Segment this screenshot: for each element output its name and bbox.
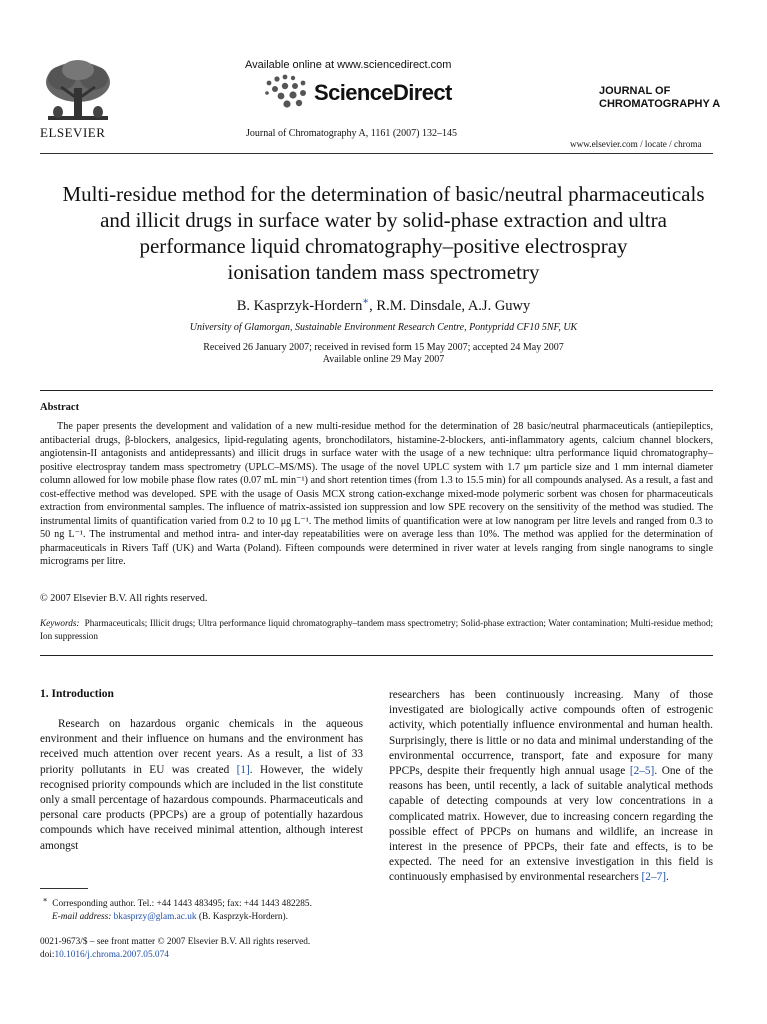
header-divider [40,153,713,154]
article-title [20,181,747,285]
title-line-3: performance liquid chromatography–positive electrospray [139,234,628,258]
journal-reference: Journal of Chromatography A, 1161 (2007) 132–145 [246,128,457,139]
corresponding-author-note [40,894,363,911]
abstract-bottom-divider [40,655,713,656]
title-line-2: and illicit drugs in surface water by solid-phase extraction and ultra [100,208,667,232]
author-list [0,296,767,315]
email-owner: (B. Kasprzyk-Hordern). [196,911,288,922]
journal-title-line2: CHROMATOGRAPHY A [599,97,721,110]
received-dates: Received 26 January 2007; received in revised form 15 May 2007; accepted 24 May 2007 [203,342,564,353]
doi-line [40,949,310,962]
keywords-label: Keywords: [40,618,80,628]
section-heading-introduction: 1. Introduction [40,688,114,700]
page-footer [40,936,310,961]
intro-text: Research on hazardous organic chemicals in the aqueous environment and their influence on humans and the environment has received much attention over recent years. As a result, a list of 33 priority pollutants in EU was created [40,718,363,776]
journal-title [599,85,720,110]
intro-text: . However, the widely recognised priority compounds which are included in the list constitute only a small percentage of hazardous compounds. Pharmaceuticals and personal care products (PPCPs) are a group of potentially hazardous compounds which have received minimal attention, although interest amongst [40,763,363,852]
footnote-mark: ∗ [42,895,48,904]
keywords-list: Pharmaceuticals; Illicit drugs; Ultra performance liquid chromatography–tandem mass spectrometry; Solid-phase extraction; Water contamination; Multi-residue method; Ion suppression [40,618,713,641]
citation-link[interactable]: [2–5] [629,765,655,778]
abstract-body [40,420,713,569]
intro-text: . One of the reasons has been, until recently, a lack of suitable analytical methods capable of detecting compounds at very low concentrations in a complicated matrix. However, due to increasing concern regarding the possible effect of PPCPs on humans and wildlife, an increase in interest in the presence of PPCPs, their fate and effects, is to be expected. The need for an extensive investigation in this field is continuously emphasised by environmental researchers [389,765,713,884]
article-dates [0,342,767,366]
email-link[interactable]: bkasprzy@glam.ac.uk [113,911,197,922]
title-line-1: Multi-residue method for the determination of basic/neutral pharmaceuticals [62,182,705,206]
corresponding-author-mark[interactable]: ∗ [362,296,370,307]
body-column-right [389,688,713,886]
footnote [40,894,363,923]
abstract-heading: Abstract [40,402,80,413]
intro-text: researchers has been continuously increasing. Many of those investigated are biologically active compounds often of estrogenic activity, which potentially influence environmental and human health. Surprisingly, there is little or no data and minimal understanding of the environmental occurrence, transport, fate and exposure for many PPCPs, despite their frequently high annual usage [389,689,713,778]
publisher-name: ELSEVIER [40,125,106,140]
doi-label: doi: [40,949,55,960]
body-column-left [40,717,363,854]
intro-text: . [666,871,669,884]
email-label: E-mail address: [52,911,112,922]
issn-line: 0021-9673/$ – see front matter © 2007 Elsevier B.V. All rights reserved. [40,937,311,947]
citation-link[interactable]: [2–7] [641,871,667,884]
footnote-divider [40,888,88,889]
email-note [40,911,363,924]
coauthor-names: , R.M. Dinsdale, A.J. Guwy [369,297,531,314]
journal-title-line1: JOURNAL OF [599,85,671,97]
sciencedirect-dots-icon [263,73,311,109]
sciencedirect-logo-text: ScienceDirect [314,80,452,105]
doi-link[interactable]: 10.1016/j.chroma.2007.05.074 [54,949,169,960]
abstract-paragraph: The paper presents the development and validation of a new multi-residue method for the determination of 28 basic/neutral pharmaceuticals (antiepileptics, antibacterial drugs, β-blockers, analgesics, lipid-regulating agents, bronchodilators, histamine-2-blockers, anti-inflammatory agents, calcium channel blockers, angiotensin-II antagonists and antidepressants) and illicit drugs in surface water with the usage of a new technique: ultra performance liquid chromatography–positive electrospray tandem mass spectrometry (UPLC–MS/MS). The usage of the novel UPLC system with 1.7 μm particle size and 1 mm internal diameter column allowed for low mobile phase flow rates (0.07 mL min⁻¹) and short retention times (from 1.3 to 15.5 min) for all compounds analysed. As a result, a fast and cost-effective method was developed. SPE with the usage of Oasis MCX strong cation-exchange mixed-mode polymeric sorbent was chosen for pharmaceuticals extraction from environmental samples. The influence of matrix-assisted ion suppression and low SPE recovery on the sensitivity of the method was studied. The instrumental limits of quantification varied from 0.2 to 10 μg L⁻¹. The method limits of quantification were at low nanogram per litre levels and ranged from 0.3 to 50 ng L⁻¹. The instrumental and method intra- and inter-day repeatabilities were on average less than 10%. The method was applied for the determination of pharmaceuticals in Rivers Taff (UK) and Warta (Poland). Fifteen compounds were determined in river water at levels ranging from single nanograms to single micrograms per litre. [40,421,713,567]
abstract-top-divider [40,390,713,391]
author-name: B. Kasprzyk-Hordern [236,297,363,314]
available-online-date: Available online 29 May 2007 [322,354,445,365]
available-online-text: Available online at www.sciencedirect.com [245,59,452,71]
citation-link[interactable]: [1] [236,763,250,776]
affiliation: University of Glamorgan, Sustainable Environment Research Centre, Pontypridd CF10 5NF, UK [189,322,578,333]
keywords [40,617,713,643]
title-line-4: ionisation tandem mass spectrometry [227,260,540,284]
intro-paragraph [40,717,363,854]
abstract-copyright: © 2007 Elsevier B.V. All rights reserved. [40,593,208,604]
intro-paragraph-continued [389,688,713,886]
contact-info: Corresponding author. Tel.: +44 1443 483495; fax: +44 1443 482285. [52,899,312,910]
journal-url-link[interactable]: www.elsevier.com / locate / chroma [570,139,702,149]
